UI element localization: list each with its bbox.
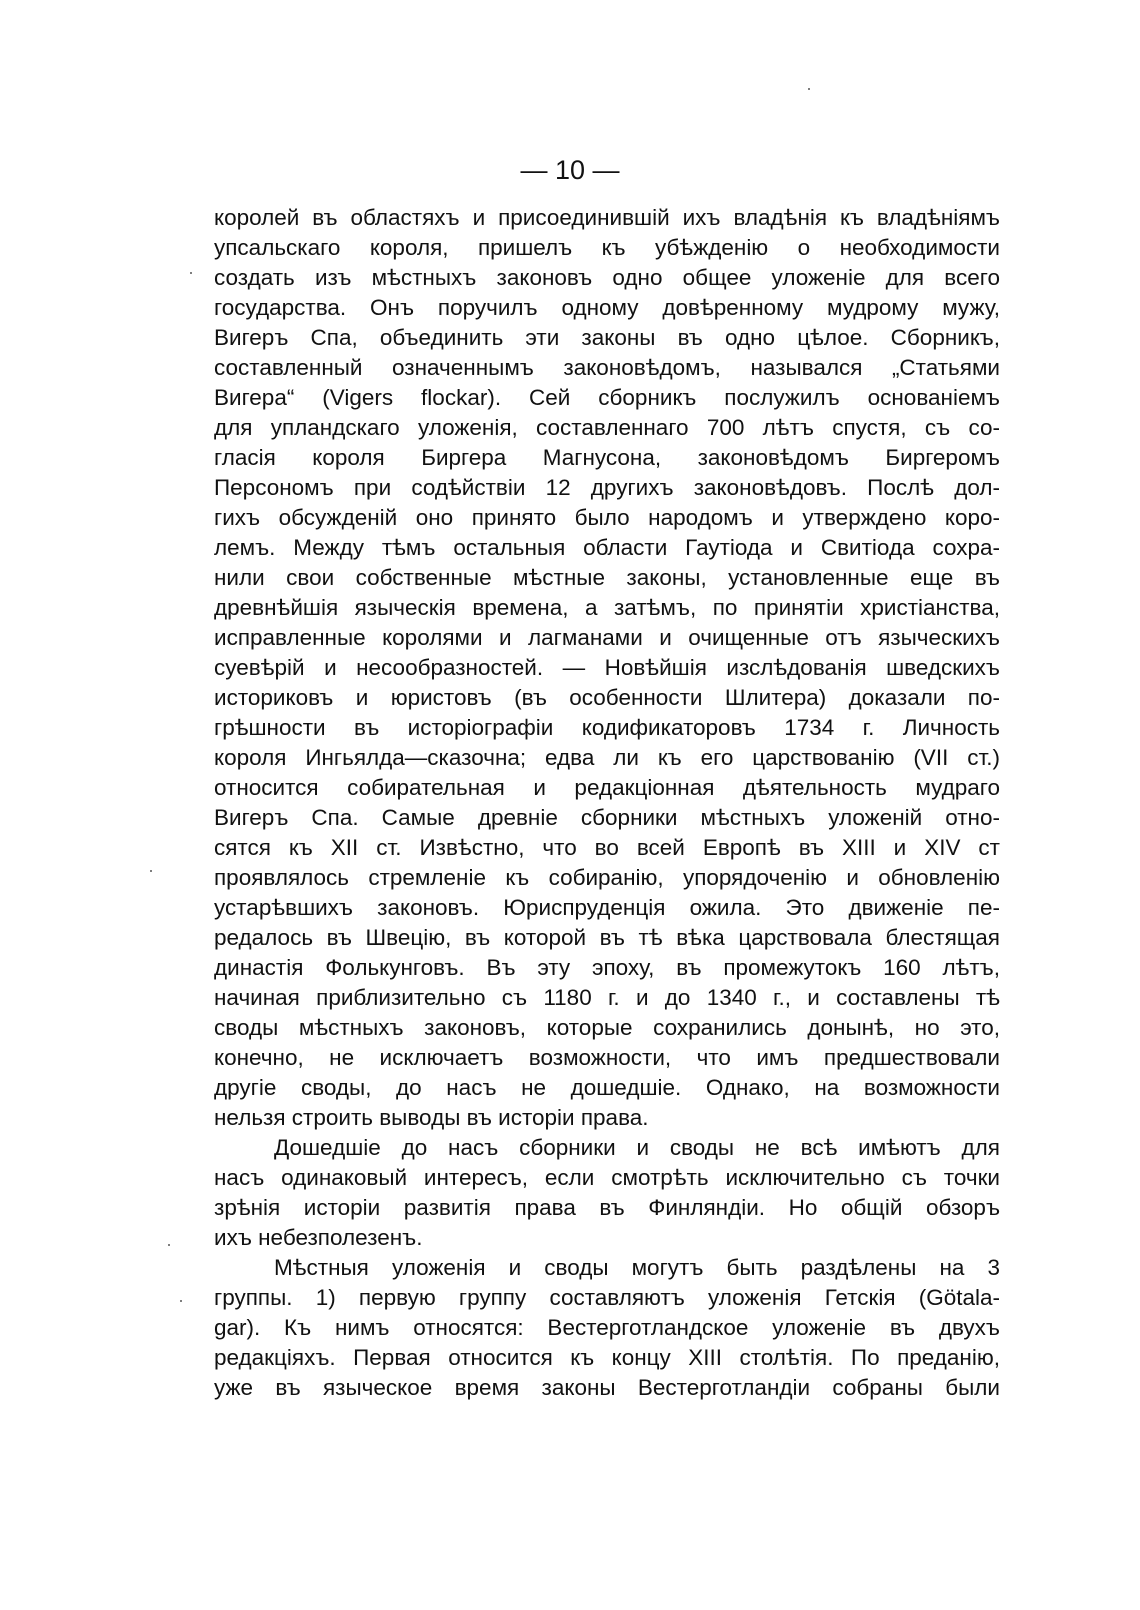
text-line: уже въ языческое время законы Вестерготландіи собраны были — [214, 1375, 1000, 1400]
text-line: начиная приблизительно съ 1180 г. и до 1340 г., и составлены тѣ — [214, 985, 1000, 1010]
text-line: для упландскаго уложенія, составленнаго 700 лѣтъ спустя, съ со- — [214, 415, 1000, 440]
text-line: проявлялось стремленіе къ собиранію, упорядоченію и обновленію — [214, 865, 1000, 890]
text-line: государства. Онъ поручилъ одному довѣренному мудрому мужу, — [214, 295, 1000, 320]
scan-speck — [180, 1300, 182, 1302]
text-line: насъ одинаковый интересъ, если смотрѣть исключительно съ точки — [214, 1165, 1000, 1190]
scan-speck — [190, 272, 192, 274]
text-line: своды мѣстныхъ законовъ, которые сохранились донынѣ, но это, — [214, 1015, 1000, 1040]
text-line: упсальскаго короля, пришелъ къ убѣжденію о необходимости — [214, 235, 1000, 260]
text-line: королей въ областяхъ и присоединившій ихъ владѣнія къ владѣніямъ — [214, 205, 1000, 230]
text-line: Вигера“ (Vigers flockar). Сей сборникъ послужилъ основаніемъ — [214, 385, 1000, 410]
text-line: исправленные королями и лагманами и очищенные отъ языческихъ — [214, 625, 1000, 650]
text-line: Вигеръ Спа. Самые древніе сборники мѣстныхъ уложеній отно- — [214, 805, 1000, 830]
text-line: редакціяхъ. Первая относится къ концу XIII столѣтія. По преданію, — [214, 1345, 1000, 1370]
body-text — [214, 203, 1000, 1403]
text-line: Мѣстныя уложенія и своды могутъ быть раздѣлены на 3 — [274, 1255, 1000, 1280]
paragraph-2 — [214, 1133, 1000, 1253]
text-line: группы. 1) первую группу составляютъ уложенія Гетскія (Götala- — [214, 1285, 1000, 1310]
text-line: ихъ небезполезенъ. — [214, 1225, 423, 1250]
text-line: суевѣрій и несообразностей. — Новѣйшія изслѣдованія шведскихъ — [214, 655, 1000, 680]
text-line: короля Ингьялда—сказочна; едва ли къ его царствованію (VII ст.) — [214, 745, 1000, 770]
text-line: другіе своды, до насъ не дошедшіе. Однако, на возможности — [214, 1075, 1000, 1100]
text-line: нили свои собственные мѣстные законы, установленные еще въ — [214, 565, 1000, 590]
text-line: конечно, не исключаетъ возможности, что имъ предшествовали — [214, 1045, 1000, 1070]
text-line: древнѣйшія языческія времена, а затѣмъ, по принятіи христіанства, — [214, 595, 1000, 620]
text-line: Вигеръ Спа, объединить эти законы въ одно цѣлое. Сборникъ, — [214, 325, 1000, 350]
scan-speck — [808, 88, 810, 90]
text-line: лемъ. Между тѣмъ остальныя области Гаутіода и Свитіода сохра- — [214, 535, 1000, 560]
text-line: сятся къ XII ст. Извѣстно, что во всей Европѣ въ XIII и XIV ст — [214, 835, 1000, 860]
text-line: составленный означеннымъ законовѣдомъ, назывался „Статьями — [214, 355, 1000, 380]
text-line: Дошедшіе до насъ сборники и своды не всѣ имѣютъ для — [274, 1135, 1000, 1160]
text-line: династія Фолькунговъ. Въ эту эпоху, въ промежутокъ 160 лѣтъ, — [214, 955, 1000, 980]
text-line: историковъ и юристовъ (въ особенности Шлитера) доказали по- — [214, 685, 1000, 710]
text-line: гласія короля Биргера Магнусона, законовѣдомъ Биргеромъ — [214, 445, 1000, 470]
text-line: зрѣнія исторіи развитія права въ Финляндіи. Но общій обзоръ — [214, 1195, 1000, 1220]
text-line: создать изъ мѣстныхъ законовъ одно общее уложеніе для всего — [214, 265, 1000, 290]
text-line: гихъ обсужденій оно принято было народомъ и утверждено коро- — [214, 505, 1000, 530]
text-line: gar). Къ нимъ относятся: Вестерготландское уложеніе въ двухъ — [214, 1315, 1000, 1340]
scan-speck — [168, 1244, 170, 1246]
paragraph-3 — [214, 1253, 1000, 1403]
text-line: редалось въ Швецію, въ которой въ тѣ вѣка царствовала блестящая — [214, 925, 1000, 950]
text-line: Персономъ при содѣйствіи 12 другихъ законовѣдовъ. Послѣ дол- — [214, 475, 1000, 500]
text-line: грѣшности въ исторіографіи кодификаторовъ 1734 г. Личность — [214, 715, 1000, 740]
text-line: относится собирательная и редакціонная дѣятельность мудраго — [214, 775, 1000, 800]
text-line: устарѣвшихъ законовъ. Юриспруденція ожила. Это движеніе пе- — [214, 895, 1000, 920]
text-line: нельзя строить выводы въ исторіи права. — [214, 1105, 649, 1130]
page-number: — 10 — — [520, 155, 620, 185]
paragraph-1 — [214, 203, 1000, 1133]
scan-speck — [150, 870, 152, 872]
